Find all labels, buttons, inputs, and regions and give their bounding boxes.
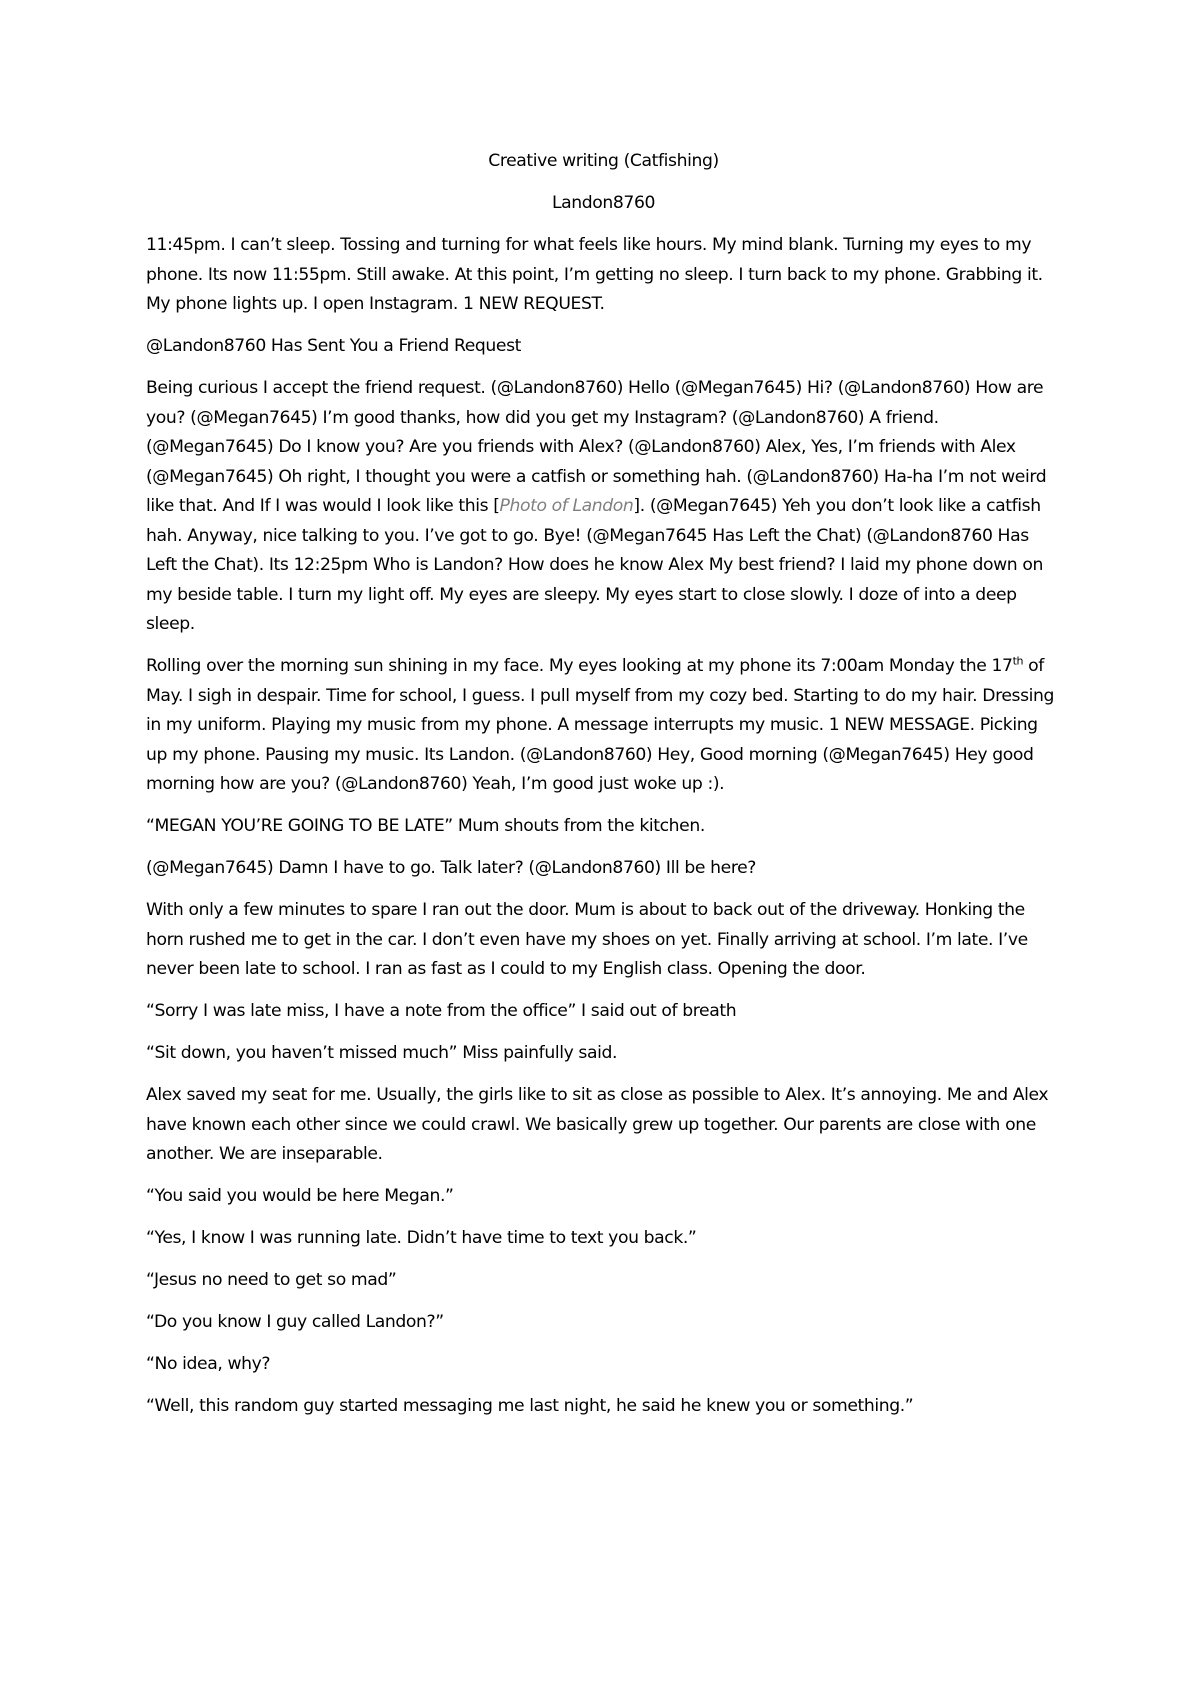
paragraph-3-text-start: Being curious I accept the friend request. (@Landon8760) Hello (@Megan7645) Hi? (@Landon8760) How are you? (@Megan7645) I’m good thanks, how did you get my Instagram? (@Landon8760) A friend. (@Megan7645) Do I know you? Are you friends with Alex? (@Landon8760) Alex, Yes, I’m friends with Alex (@Megan7645) Oh right, I thought you were a catfish or something hah. (@Landon8760) Ha-ha I’m not weird like that. And If I was would I look like this [ bbox=[146, 378, 1047, 516]
paragraph-13: “Jesus no need to get so mad” bbox=[146, 1270, 397, 1290]
paragraph-3-text-end: ]. (@Megan7645) Yeh you don’t look like a catfish hah. Anyway, nice talking to you. I’ve got to go. Bye! (@Megan7645 Has Left the Chat) (@Landon8760 Has Left the Chat). Its 12:25pm Who is Landon? How does he know Alex My best friend? I laid my phone down on my beside table. I turn my light off. My eyes are sleepy. My eyes start to close slowly. I doze of into a deep sleep. bbox=[146, 496, 1043, 634]
document-subtitle: Landon8760 bbox=[551, 193, 656, 213]
paragraph-5: “MEGAN YOU’RE GOING TO BE LATE” Mum shouts from the kitchen. bbox=[146, 816, 705, 836]
paragraph-4 bbox=[146, 652, 1061, 800]
paragraph-6: (@Megan7645) Damn I have to go. Talk later? (@Landon8760) Ill be here? bbox=[146, 858, 756, 878]
paragraph-14: “Do you know I guy called Landon?” bbox=[146, 1312, 444, 1332]
paragraph-3 bbox=[146, 374, 1061, 640]
paragraph-2: @Landon8760 Has Sent You a Friend Request bbox=[146, 336, 521, 356]
paragraph-9: “Sit down, you haven’t missed much” Miss painfully said. bbox=[146, 1043, 618, 1063]
document-title: Creative writing (Catfishing) bbox=[488, 151, 719, 171]
ordinal-superscript: th bbox=[1012, 654, 1024, 668]
paragraph-7: With only a few minutes to spare I ran out the door. Mum is about to back out of the driveway. Honking the horn rushed me to get in the car. I don’t even have my shoes on yet. Finally arriving at school. I’m late. I’ve never been late to school. I ran as fast as I could to my English class. Opening the door. bbox=[146, 900, 1028, 979]
photo-placeholder-text: Photo of Landon bbox=[499, 496, 634, 516]
paragraph-10: Alex saved my seat for me. Usually, the girls like to sit as close as possible to Alex. It’s annoying. Me and Alex have known each other since we could crawl. We basically grew up together. Our parents are close with one another. We are inseparable. bbox=[146, 1085, 1049, 1164]
paragraph-4-text-end: of May. I sigh in despair. Time for school, I guess. I pull myself from my cozy bed. Starting to do my hair. Dressing in my uniform. Playing my music from my phone. A message interrupts my music. 1 NEW MESSAGE. Picking up my phone. Pausing my music. Its Landon. (@Landon8760) Hey, Good morning (@Megan7645) Hey good morning how are you? (@Landon8760) Yeah, I’m good just woke up :). bbox=[146, 656, 1055, 794]
paragraph-8: “Sorry I was late miss, I have a note from the office” I said out of breath bbox=[146, 1001, 737, 1021]
paragraph-1: 11:45pm. I can’t sleep. Tossing and turning for what feels like hours. My mind blank. Turning my eyes to my phone. Its now 11:55pm. Still awake. At this point, I’m getting no sleep. I turn back to my phone. Grabbing it. My phone lights up. I open Instagram. 1 NEW REQUEST. bbox=[146, 235, 1043, 314]
paragraph-15: “No idea, why? bbox=[146, 1354, 271, 1374]
paragraph-16: “Well, this random guy started messaging me last night, he said he knew you or something.” bbox=[146, 1396, 914, 1416]
document-body bbox=[146, 147, 1061, 1434]
paragraph-11: “You said you would be here Megan.” bbox=[146, 1186, 454, 1206]
paragraph-4-text-start: Rolling over the morning sun shining in my face. My eyes looking at my phone its 7:00am Monday the 17 bbox=[146, 656, 1013, 676]
paragraph-12: “Yes, I know I was running late. Didn’t have time to text you back.” bbox=[146, 1228, 697, 1248]
